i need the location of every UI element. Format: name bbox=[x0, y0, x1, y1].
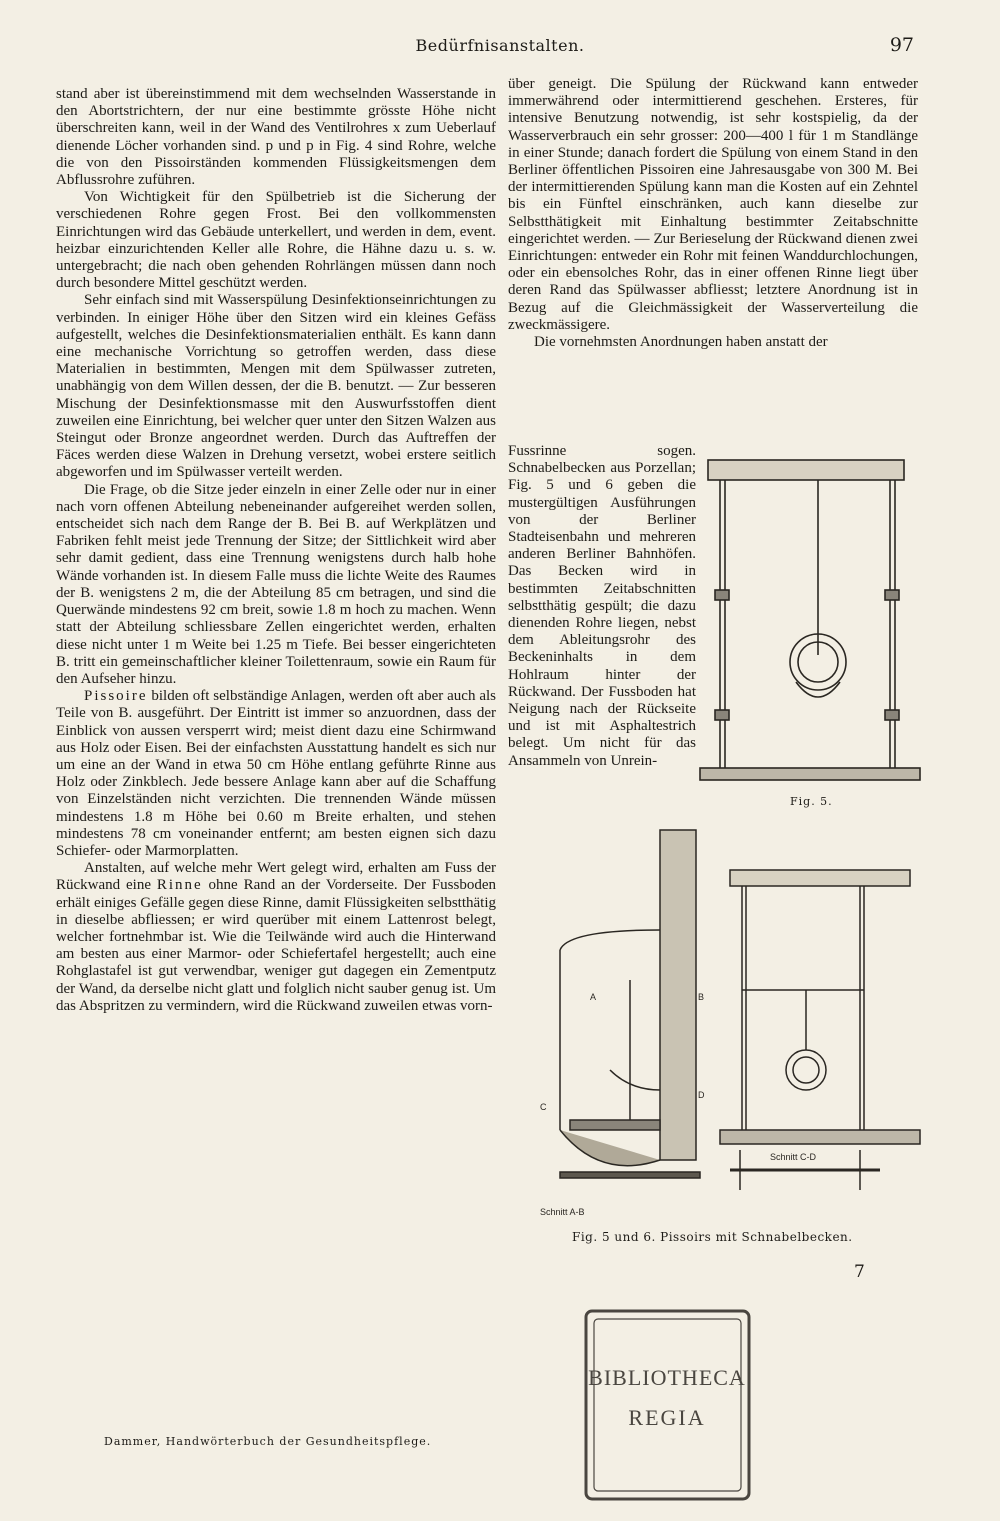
figure-5-6-caption: Fig. 5 und 6. Pissoirs mit Schnabelbecken. bbox=[572, 1230, 853, 1244]
paragraph: über geneigt. Die Spülung der Rückwand kann entweder immerwährend oder intermittierend geschehen. Ersteres, für intensive Benutzung notwendig, ist sehr kostspielig, da der Wasserverbrauch ein sehr grosser: 200—400 l für 1 m Standlänge in einer Stunde; danach fordert die Spülung von einem Stand in den Berliner öffentlichen Pissoiren eine Jahresausgabe von 300 M. Bei der intermittierenden Spülung kann man die Kosten auf ein Zehntel bis ein Fünftel einschränken, auch kann dieselbe zur Selbstthätigkeit mit Einhaltung bestimmter Zeitabschnitte eingerichtet werden. — Zur Berieselung der Rückwand dienen zwei Einrichtungen: entweder ein Rohr mit feinen Wanddurchlochungen, oder ein ebensolches Rohr, das in einer offenen Rinne liegt über deren Rand das Spülwasser abfliesst; letztere Anordnung ist in Bezug auf die Gleichmässigkeit der Wasserverteilung die zweckmässigere. bbox=[508, 76, 918, 333]
paragraph bbox=[56, 688, 496, 860]
figure-6-drawing bbox=[520, 830, 920, 1217]
term-pissoire: Pissoire bbox=[84, 688, 148, 705]
label-section-cd: Schnitt C-D bbox=[770, 1152, 817, 1162]
paragraph: Die Frage, ob die Sitze jeder einzeln in einer Zelle oder nur in einer nach vorn offenen Abteilung nebeneinander aufgereihet werden sollen, entscheidet sich nach dem Range der B. Bei B. auf Werkplätzen und Fabriken fehlt meist jede Trennung der Sitze; der Sittlichkeit wird aber sehr damit gedient, dass eine Trennung wenigstens durch halb hohe Wände vorhanden ist. In diesem Falle muss die lichte Weite des Raumes der B. wenigstens 2 m, die der Abteilung 85 cm betragen, und sind die Querwände mindestens 92 cm breit, sowie 1.8 m hoch zu machen. Wenn statt der Abteilung schliessbare Zellen eingerichtet werden, erhalten diese nicht unter 1 m Weite bei 1.25 m Tiefe. Bei besser eingerichteten B. tritt ein gemeinschaftlicher kleiner Toilettenraum, sowie ein Raum für den Aufseher hinzu. bbox=[56, 481, 496, 687]
source-footer: Dammer, Handwörterbuch der Gesundheitspflege. bbox=[104, 1435, 432, 1448]
right-column-top bbox=[508, 76, 918, 351]
term-rinne: Rinne bbox=[156, 877, 203, 894]
figure-5-caption: Fig. 5. bbox=[790, 795, 833, 808]
paragraph bbox=[56, 860, 496, 1015]
svg-text:REGIA: REGIA bbox=[628, 1405, 706, 1430]
paragraph-text: ohne Rand an der Vorderseite. Der Fussboden erhält einiges Gefälle gegen diese Rinne, damit Flüssigkeiten selbstthätig in dieselbe abfliessen; er wird querüber mit einem Lattenrost belegt, welcher fortnehmbar ist. Wie die Teilwände wird auch die Hinterwand am besten aus einer Marmor- oder Schiefertafel hergestellt; auch eine Rohglastafel ist gut verwendbar, weniger gut dagegen ein Zementputz der Wand, da derselbe nicht glatt und folglich nicht sauber genug ist. Um das Abspritzen zu vermindern, wird die Rückwand zuweilen etwas vorn- bbox=[56, 877, 496, 1014]
running-title: Bedürfnisanstalten. bbox=[415, 36, 585, 55]
paragraph: Die vornehmsten Anordnungen haben anstatt der bbox=[534, 334, 828, 351]
label-section-ab: Schnitt A-B bbox=[540, 1207, 585, 1217]
figure-5-drawing bbox=[700, 450, 920, 810]
mark-d: D bbox=[698, 1090, 705, 1100]
mark-b: B bbox=[698, 992, 705, 1002]
svg-text:BIBLIOTHECA: BIBLIOTHECA bbox=[588, 1365, 746, 1390]
paragraph: stand aber ist übereinstimmend mit dem wechselnden Wasserstande in den Abortstrichtern, der nur eine bestimmte grösste Höhe nicht überschreiten kann, weil in der Wand des Ventilrohres x zum Ueberlauf dienende Löcher vorhanden sind. p und p in Fig. 4 sind Rohre, welche die von den Pissoirständen kommenden Flüssigkeitsmengen dem Abflussrohre zuführen. bbox=[56, 86, 496, 189]
page-number: 97 bbox=[889, 34, 914, 56]
paragraph: Von Wichtigkeit für den Spülbetrieb ist die Sicherung der verschiedenen Rohre gegen Frost. Bei den vollkommensten Einrichtungen wird das Gebäude unterkellert, und werden in dem, event. heizbar einzurichtenden Keller alle Rohre, die Hähne dazu u. s. w. untergebracht; die nach oben gehenden Rohrlängen müssen dann noch durch besondere Mittel geschützt werden. bbox=[56, 189, 496, 292]
library-stamp bbox=[580, 1305, 755, 1505]
mark-a: A bbox=[590, 992, 597, 1002]
paragraph-text: bilden oft selbständige Anlagen, werden oft aber auch als Teile von B. ausgeführt. Der Eintritt ist immer so anzuordnen, dass der Einblick von aussen versperrt wird; meist dient dazu eine Schirmwand aus Holz oder Eisen. Bei der einfachsten Ausstattung handelt es sich nur um eine an der Wand in etwa 50 cm Höhe entlang geführte Rinne aus Holz oder Zinkblech. Jede bessere Anlage kann aber auf die Schaffung von Einzelständen nicht verzichten. Die trennenden Wände müssen mindestens 1.8 m Höhe bei 0.60 m Breite erhalten, und stehen mindestens 78 cm voneinander entfernt; am besten eignen sich dazu Schiefer- oder Marmorplatten. bbox=[56, 688, 496, 859]
sheet-number: 7 bbox=[854, 1262, 865, 1282]
right-column-narrow bbox=[508, 443, 696, 770]
paragraph: Fussrinne sogen. Schnabelbecken aus Porzellan; Fig. 5 und 6 geben die mustergültigen Ausführungen von der Berliner Stadteisenbahn und mehreren anderen Berliner Bahnhöfen. Das Becken wird in bestimmten Zeitabschnitten selbstthätig gespült; die dazu dienenden Rohre liegen, nebst dem Ableitungsrohr des Beckeninhalts in dem Hohlraum hinter der Rückwand. Der Fussboden hat Neigung nach der Rückseite und ist mit Asphaltestrich belegt. Um nicht für das Ansammeln von Unrein- bbox=[508, 443, 696, 769]
mark-c: C bbox=[540, 1102, 547, 1112]
paragraph: Sehr einfach sind mit Wasserspülung Desinfektionseinrichtungen zu verbinden. In einiger Höhe über den Sitzen wird ein kleines Gefäss aufgestellt, welches die Desinfektionsmaterialien enthält. Es kann dann eine mechanische Vorrichtung so getroffen werden, dass diese Materialien in bestimmten, Mengen mit dem Spülwasser zutreten, unabhängig von dem Willen dessen, der die B. benutzt. — Zur besseren Mischung der Desinfektionsmasse mit den Auswurfsstoffen dient zuweilen eine Einrichtung, bei welcher quer unter den Sitzen Walzen aus Steingut oder Bronze angeordnet werden. Durch das Auftreffen der Fäces werden diese Walzen in Drehung versetzt, wobei erstere seitlich abgeworfen und im Spülwasser verteilt werden. bbox=[56, 292, 496, 481]
left-column bbox=[56, 86, 496, 1015]
paragraph-text: Anstalten, auf welche mehr Wert gelegt wird, erhalten am Fuss der Rückwand eine bbox=[56, 860, 496, 894]
